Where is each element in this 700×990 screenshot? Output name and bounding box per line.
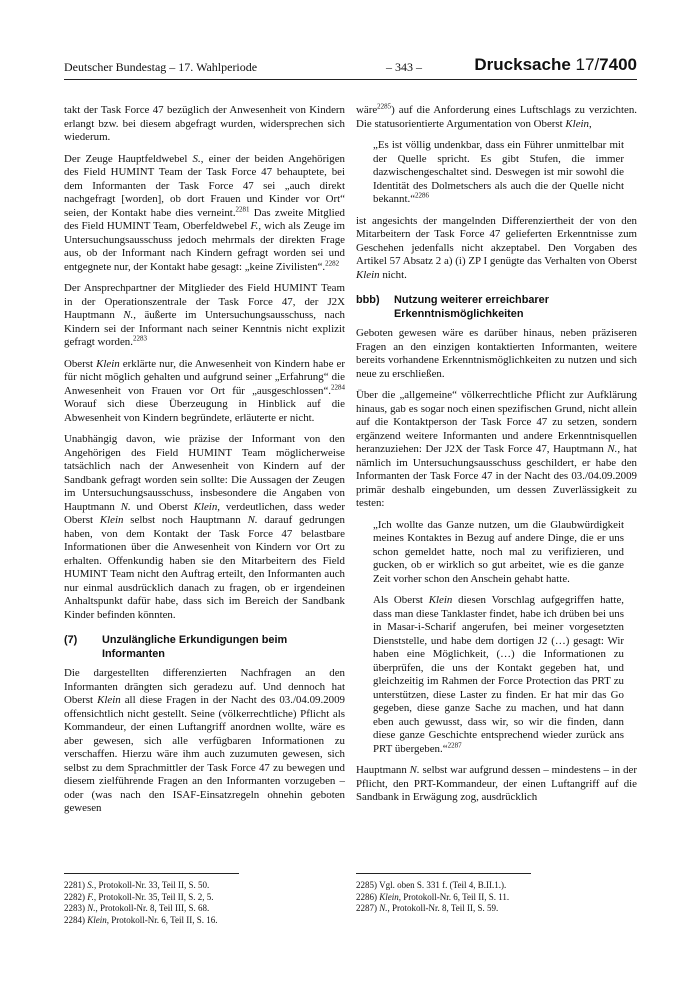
paragraph: wäre$^{2285}$) auf die Anforderung eines Luftschlags zu verzichten. Die statusorientierte Argumentation von Oberst Klein, (356, 102, 637, 130)
quotation: „Ich wollte das Ganze nutzen, um die Glaubwürdigkeit meines Kontaktes in Bezug auf andere Dinge, die er uns schon gemeldet hatte, noch mal zu verifizieren, und gucken, ob er wirklich so gut arbeitet, wie es die ganze Zeit vorher schon den Anschein gehabt hatte. (373, 518, 624, 585)
paragraph: Hauptmann N. selbst war aufgrund dessen – mindestens – in der Pflicht, den PRT-Kommandeur, der einen Luftangriff auf die Sandbank in Erwägung zog, ausdrücklich (356, 764, 637, 803)
footnote: 2283) N., Protokoll-Nr. 8, Teil III, S. 68. (64, 903, 210, 913)
paragraph: takt der Task Force 47 bezüglich der Anwesenheit von Kindern erlangt bzw. bei diesem abgefragt wurden, widersprechen sich wiederum. (64, 104, 345, 143)
footnote: 2286) Klein, Protokoll-Nr. 6, Teil II, S. 11. (356, 891, 510, 902)
paragraph: Geboten gewesen wäre es darüber hinaus, neben präziseren Fragen an den einzigen kontaktierten Informanten, weitere bereits vorhandene Erkenntnismöglichkeiten zu nutzen und sich neue zu erschließen. (356, 327, 637, 380)
footnote-ref: 2281 (235, 204, 250, 213)
footnote: 2287) N., Protokoll-Nr. 8, Teil II, S. 59. (356, 903, 499, 913)
section-heading: (7) Unzulängliche Erkundigungen beim Informanten (64, 634, 288, 660)
footnote: 2285) Vgl. oben S. 331 f. (Teil 4, B.II.1.). (356, 880, 507, 890)
paragraph: Die dargestellten differenzierten Nachfragen an den Informanten drängten sich geradezu auf. Und dennoch hat Oberst Klein all diese Fragen in der Nacht des 03./04.09.2009 offensichtlich nicht gestellt. Seine (völkerrechtliche) Pflicht als Kommandeur, der einen Luftangriff anordnen wollte, wäre es aber gewesen, sich alle verfügbaren Informationen zu verschaffen. Hierzu wäre ihm auch zuzumuten gewesen, sich selbst zu dem Sprachmittler der Task Force 47 zu bewegen und diesem zielführende Fragen an den Informanten vorzugeben – oder (was nach den ISAF-Einsatzregeln ohnehin geboten gewesen (64, 667, 345, 814)
footnote-rule (356, 873, 531, 874)
footnote-rule (64, 873, 239, 874)
page-header (64, 57, 637, 77)
left-column (64, 104, 345, 824)
quotation: Als Oberst Klein diesen Vorschlag aufgegriffen hatte, dass man diese Tanklaster findet, habe ich drüben bei uns in Masar-i-Scharif angerufen, bei meiner vorgesetzten Dienststelle, und habe dem dortigen J2 (…) gesagt: Wir haben eine Möglichkeit, (…) die Informationen zu überprüfen, die uns der Kontakt gegeben hat, und gleichzeitig im Rahmen der Force Protection das PRT zu unterstützen, diese Laster zu finden. Er hat mir das Go gegeben, diese ganze Sache zu machen, und hat dann eben auch gewusst, dass wir, so wir die finden, dann diese ganze Geschichte entsprechend wieder zurück ans PRT übergeben.“$^{2287}$ (373, 594, 625, 755)
footnotes-left (64, 880, 217, 926)
right-column (356, 104, 637, 813)
paragraph: ist angesichts der mangelnden Differenziertheit der von den Mitarbeitern der Task Force 47 gelieferten Erkenntnisse zum Geschehen jedenfalls nicht akzeptabel. Den Vorgaben des Artikel 57 Absatz 2 a) (i) ZP I genügte das Verhalten von Oberst Klein nicht. (356, 214, 637, 281)
header-parliament: Deutscher Bundestag – 17. Wahlperiode (64, 60, 258, 74)
footnote-ref: 2282 (325, 258, 340, 267)
footnote-ref: 2285 (377, 102, 392, 111)
footnote-ref: 2286 (415, 191, 430, 200)
footnote-ref: 2283 (132, 334, 147, 343)
paragraph: Über die „allgemeine“ völkerrechtliche Pflicht zur Aufklärung hinaus, gab es sogar noch einen spezifischen Grund, nicht allein auf die Kontaktperson der Task Force 47 zu setzen, sondern ergänzend weitere Informanten und andere Erkenntnisquellen heranzuziehen: Der J2X der Task Force 47, Hauptmann N., hat nämlich im Untersuchungsausschuss geschildert, er habe den Informanten der Task Force 47 in der Nacht des 03./04.09.2009 primär deshalb eingebunden, um dessen Zuverlässigkeit zu testen: (356, 389, 637, 509)
section-heading: bbb) Nutzung weiterer erreichbarer Erkenntnismöglichkeiten (356, 294, 549, 320)
paragraph: Der Zeuge Hauptfeldwebel S., einer der beiden Angehörigen des Field HUMINT Team der Task Force 47 behauptete, bei dem Informanten der Task Force 47 sei „auch direkt nachgefragt [worden], ob dort Frauen und Kinder vor Ort“ seien, der Kontakt habe dies verneint.$^{2281}$ Das zweite Mitglied des Field HUMINT Team, Oberfeldwebel F., wich als Zeuge im Untersuchungsausschuss jedoch mehrmals der direkten Frage aus, ob der Informant nach Kindern gefragt worden sei und entgegnete nur, der Kontakt habe gesagt: „keine Zivilisten“.$^{2282}$ (64, 152, 346, 273)
quotation: „Es ist völlig undenkbar, dass ein Führer unmittelbar mit der Quelle spricht. Es gibt Stufen, die immer dazwischengeschaltet sind. Deswegen ist mir sowohl die Identität des Dolmetschers als auch die der Quelle nicht bekannt.“$^{2286}$ (373, 139, 624, 205)
document-number: Drucksache 17/7400 (474, 55, 637, 74)
footnote: 2281) S., Protokoll-Nr. 33, Teil II, S. 50. (64, 880, 210, 890)
footnote: 2282) F., Protokoll-Nr. 35, Teil II, S. 2, 5. (64, 891, 214, 902)
header-rule (64, 79, 637, 80)
page-number: – 343 – (386, 60, 422, 74)
footnote: 2284) Klein, Protokoll-Nr. 6, Teil II, S. 16. (64, 914, 218, 925)
footnote-ref: 2284 (331, 382, 345, 391)
paragraph: Oberst Klein erklärte nur, die Anwesenheit von Kindern habe er für nicht möglich gehalten und aufgrund seiner „Erfahrung“ die Anwesenheit von Frauen vor Ort für „ausgeschlossen“.$^{2284}$ Worauf sich diese Überzeugung in Hinblick auf die Abwesenheit von Kindern begründete, erläuterte er nicht. (64, 357, 345, 424)
paragraph: Unabhängig davon, wie präzise der Informant von den Angehörigen des Field HUMINT Team möglicherweise tatsächlich nach der Anwesenheit von Kindern auf der Sandbank gefragt worden sein sollte: Die Aussagen der Zeugen im Untersuchungsausschuss, insbesondere die Angaben von Hauptmann N. und Oberst Klein, verdeutlichen, dass weder Oberst Klein selbst noch Hauptmann N. darauf gedrungen haben, von dem Kontakt der Task Force 47 belastbare Informationen über die Anwesenheit von Kindern vor Ort zu erhalten. Offenkundig haben sie den Mitarbeitern des Field HUMINT Team nicht den Auftrag erteilt, den Informanten auch nur einmal ausdrücklich danach zu fragen, ob er irgendeinen Anhaltspunkt dafür habe, dass sich im Bereich der Sandbank Kinder befinden könnten. (64, 433, 345, 621)
paragraph: Der Ansprechpartner der Mitglieder des Field HUMINT Team in der Operationszentrale der Task Force 47, der J2X Hauptmann N., äußerte im Untersuchungsausschuss, nach Kindern sei der Informant nach seiner Kenntnis nicht explizit gefragt worden.$^{2283}$ (64, 282, 345, 348)
footnote-ref: 2287 (447, 740, 462, 749)
footnotes-right (356, 880, 509, 915)
